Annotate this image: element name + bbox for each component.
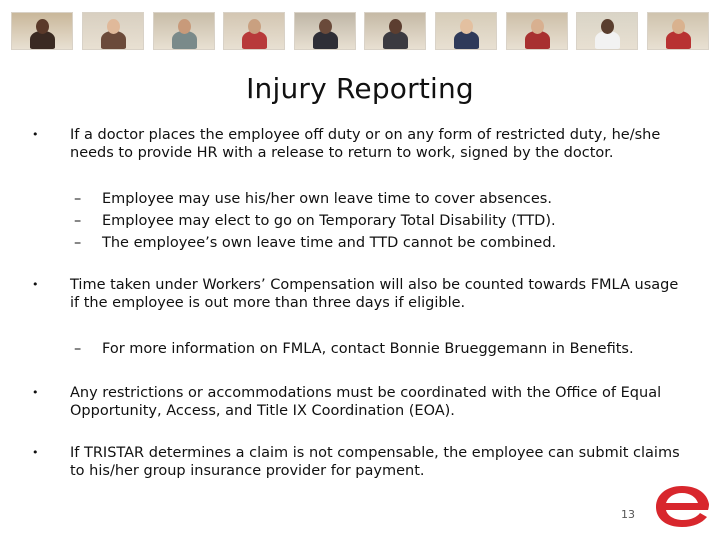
bullet-item [30, 384, 690, 420]
bullet-text: If a doctor places the employee off duty or on any form of restricted duty, he/she needs to provide HR with a release to return to work, signed by the doctor. [70, 127, 661, 161]
photo-man-office [364, 12, 426, 50]
bullet-text: If TRISTAR determines a claim is not compensable, the employee can submit claims to his/her group insurance provider for payment. [70, 445, 680, 479]
photo-students-reading [82, 12, 144, 50]
photo-nurse-patient [223, 12, 285, 50]
photo-professional-man [294, 12, 356, 50]
bullet-item [30, 444, 690, 480]
bullet-marker: • [32, 446, 39, 459]
bullet-item [30, 126, 690, 162]
bullet-marker: • [32, 386, 39, 399]
dash-marker: – [74, 341, 82, 357]
dash-marker: – [74, 235, 82, 251]
sub-bullet-item [30, 210, 690, 232]
slide-content [30, 126, 690, 480]
sub-bullet-item [30, 188, 690, 210]
sub-bullet-item [30, 338, 690, 360]
dash-marker: – [74, 213, 82, 229]
slide-title: Injury Reporting [246, 72, 474, 105]
sub-bullet-text: Employee may elect to go on Temporary Total Disability (TTD). [102, 213, 556, 229]
bullet-marker: • [32, 128, 39, 141]
photo-doctor-patient [647, 12, 709, 50]
header-photo-strip [11, 12, 709, 50]
bullet-marker: • [32, 278, 39, 291]
sub-bullet-text: The employee’s own leave time and TTD cannot be combined. [102, 235, 557, 251]
bullet-text: Any restrictions or accommodations must be coordinated with the Office of Equal Opportunity, Access, and Title IX Coordination (EOA). [70, 385, 662, 419]
page-number: 13 [621, 508, 635, 521]
bullet-text: Time taken under Workers’ Compensation will also be counted towards FMLA usage if the employee is out more than three days if eligible. [70, 277, 679, 311]
photo-women-talking [435, 12, 497, 50]
photo-medical-team [153, 12, 215, 50]
sub-bullet-text: For more information on FMLA, contact Bonnie Brueggemann in Benefits. [102, 341, 634, 357]
university-e-logo-icon [652, 483, 710, 529]
sub-bullet-text: Employee may use his/her own leave time to cover absences. [102, 191, 552, 207]
photo-elderly-group [506, 12, 568, 50]
bullet-item [30, 276, 690, 312]
sub-bullet-item [30, 232, 690, 254]
photo-man-clinic [11, 12, 73, 50]
photo-lab-workers [576, 12, 638, 50]
dash-marker: – [74, 191, 82, 207]
